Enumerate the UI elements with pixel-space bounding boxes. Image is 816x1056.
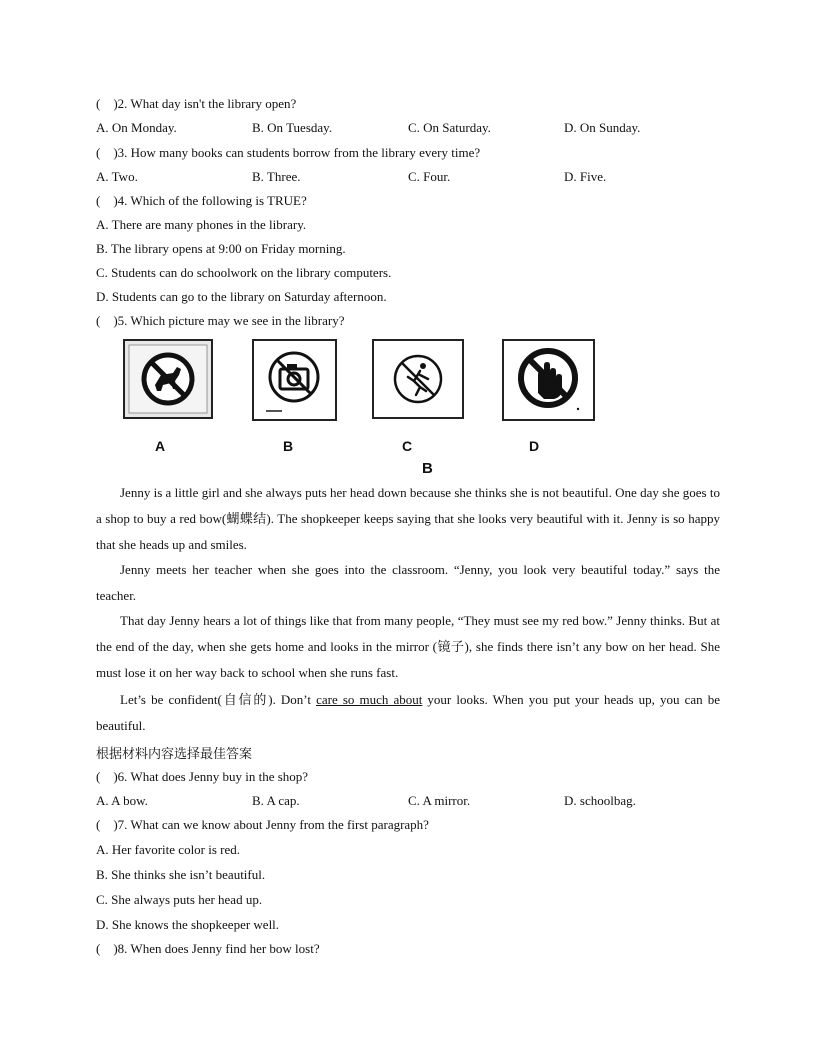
q4-option-b[interactable]: B. The library opens at 9:00 on Friday morning. xyxy=(96,241,346,256)
passage-paragraph-4-text-start: Let’s be confident(自信的). Don’t xyxy=(120,692,317,707)
sign-b[interactable] xyxy=(252,339,337,421)
section-b-heading: B xyxy=(422,460,433,477)
passage-paragraph-4-text-end: your looks. When you put your heads up, you can be beautiful. xyxy=(96,692,721,733)
question-6-stem: ( )6. What does Jenny buy in the shop? xyxy=(96,769,309,784)
q2-option-c[interactable]: C. On Saturday. xyxy=(408,120,491,135)
passage-paragraph-3-text: That day Jenny hears a lot of things like that from many people, “They must see my red bow.” Jenny thinks. But at the end of the day, when she gets home and looks in the mirror (镜子), she finds there isn’t any bow on her head. She must lose it on her way back to school when she runs fast. xyxy=(96,613,720,680)
sign-a[interactable] xyxy=(123,339,213,419)
q6-option-c[interactable]: C. A mirror. xyxy=(408,793,471,808)
sign-b-label: B xyxy=(283,438,294,454)
q4-option-a[interactable]: A. There are many phones in the library. xyxy=(96,217,307,232)
sign-c[interactable] xyxy=(372,339,464,419)
passage-paragraph-2-text: Jenny meets her teacher when she goes into the classroom. “Jenny, you look very beautiful today.” says the teacher. xyxy=(96,562,720,603)
q2-option-d[interactable]: D. On Sunday. xyxy=(564,120,641,135)
no-running-icon xyxy=(374,341,462,417)
q7-option-b[interactable]: B. She thinks she isn’t beautiful. xyxy=(96,867,266,882)
question-4-stem: ( )4. Which of the following is TRUE? xyxy=(96,193,307,208)
passage-paragraph-1 xyxy=(96,480,720,558)
question-5-stem: ( )5. Which picture may we see in the library? xyxy=(96,313,345,328)
q3-option-b[interactable]: B. Three. xyxy=(252,169,301,184)
q7-option-a[interactable]: A. Her favorite color is red. xyxy=(96,842,241,857)
q4-option-d[interactable]: D. Students can go to the library on Saturday afternoon. xyxy=(96,289,387,304)
sign-a-label: A xyxy=(155,438,166,454)
question-3-stem: ( )3. How many books can students borrow from the library every time? xyxy=(96,145,481,160)
question-2-stem: ( )2. What day isn't the library open? xyxy=(96,96,297,111)
q7-option-c[interactable]: C. She always puts her head up. xyxy=(96,892,263,907)
no-touching-icon xyxy=(504,341,593,419)
question-7-stem: ( )7. What can we know about Jenny from the first paragraph? xyxy=(96,817,429,832)
sign-d[interactable] xyxy=(502,339,595,421)
q6-option-a[interactable]: A. A bow. xyxy=(96,793,148,808)
passage-paragraph-3 xyxy=(96,608,720,686)
q3-option-d[interactable]: D. Five. xyxy=(564,169,607,184)
q4-option-c[interactable]: C. Students can do schoolwork on the library computers. xyxy=(96,265,392,280)
q2-option-b[interactable]: B. On Tuesday. xyxy=(252,120,333,135)
sign-d-label: D xyxy=(529,438,540,454)
q6-option-b[interactable]: B. A cap. xyxy=(252,793,300,808)
q3-option-c[interactable]: C. Four. xyxy=(408,169,451,184)
sign-c-label: C xyxy=(402,438,413,454)
q3-option-a[interactable]: A. Two. xyxy=(96,169,138,184)
no-dogs-icon xyxy=(125,341,211,417)
underlined-phrase: care so much about xyxy=(316,692,423,707)
no-camera-icon xyxy=(254,341,335,419)
q6-option-d[interactable]: D. schoolbag. xyxy=(564,793,636,808)
q2-option-a[interactable]: A. On Monday. xyxy=(96,120,177,135)
passage-paragraph-2 xyxy=(96,557,720,609)
q7-option-d[interactable]: D. She knows the shopkeeper well. xyxy=(96,917,280,932)
passage-paragraph-1-text: Jenny is a little girl and she always puts her head down because she thinks she is not beautiful. One day she goes to a shop to buy a red bow(蝴蝶结). The shopkeeper keeps saying that she looks very beautiful with it. Jenny is so happy that she heads up and smiles. xyxy=(96,485,720,552)
passage-paragraph-4 xyxy=(96,687,720,739)
question-8-stem: ( )8. When does Jenny find her bow lost? xyxy=(96,941,320,956)
instruction-text: 根据材料内容选择最佳答案 xyxy=(96,747,253,762)
